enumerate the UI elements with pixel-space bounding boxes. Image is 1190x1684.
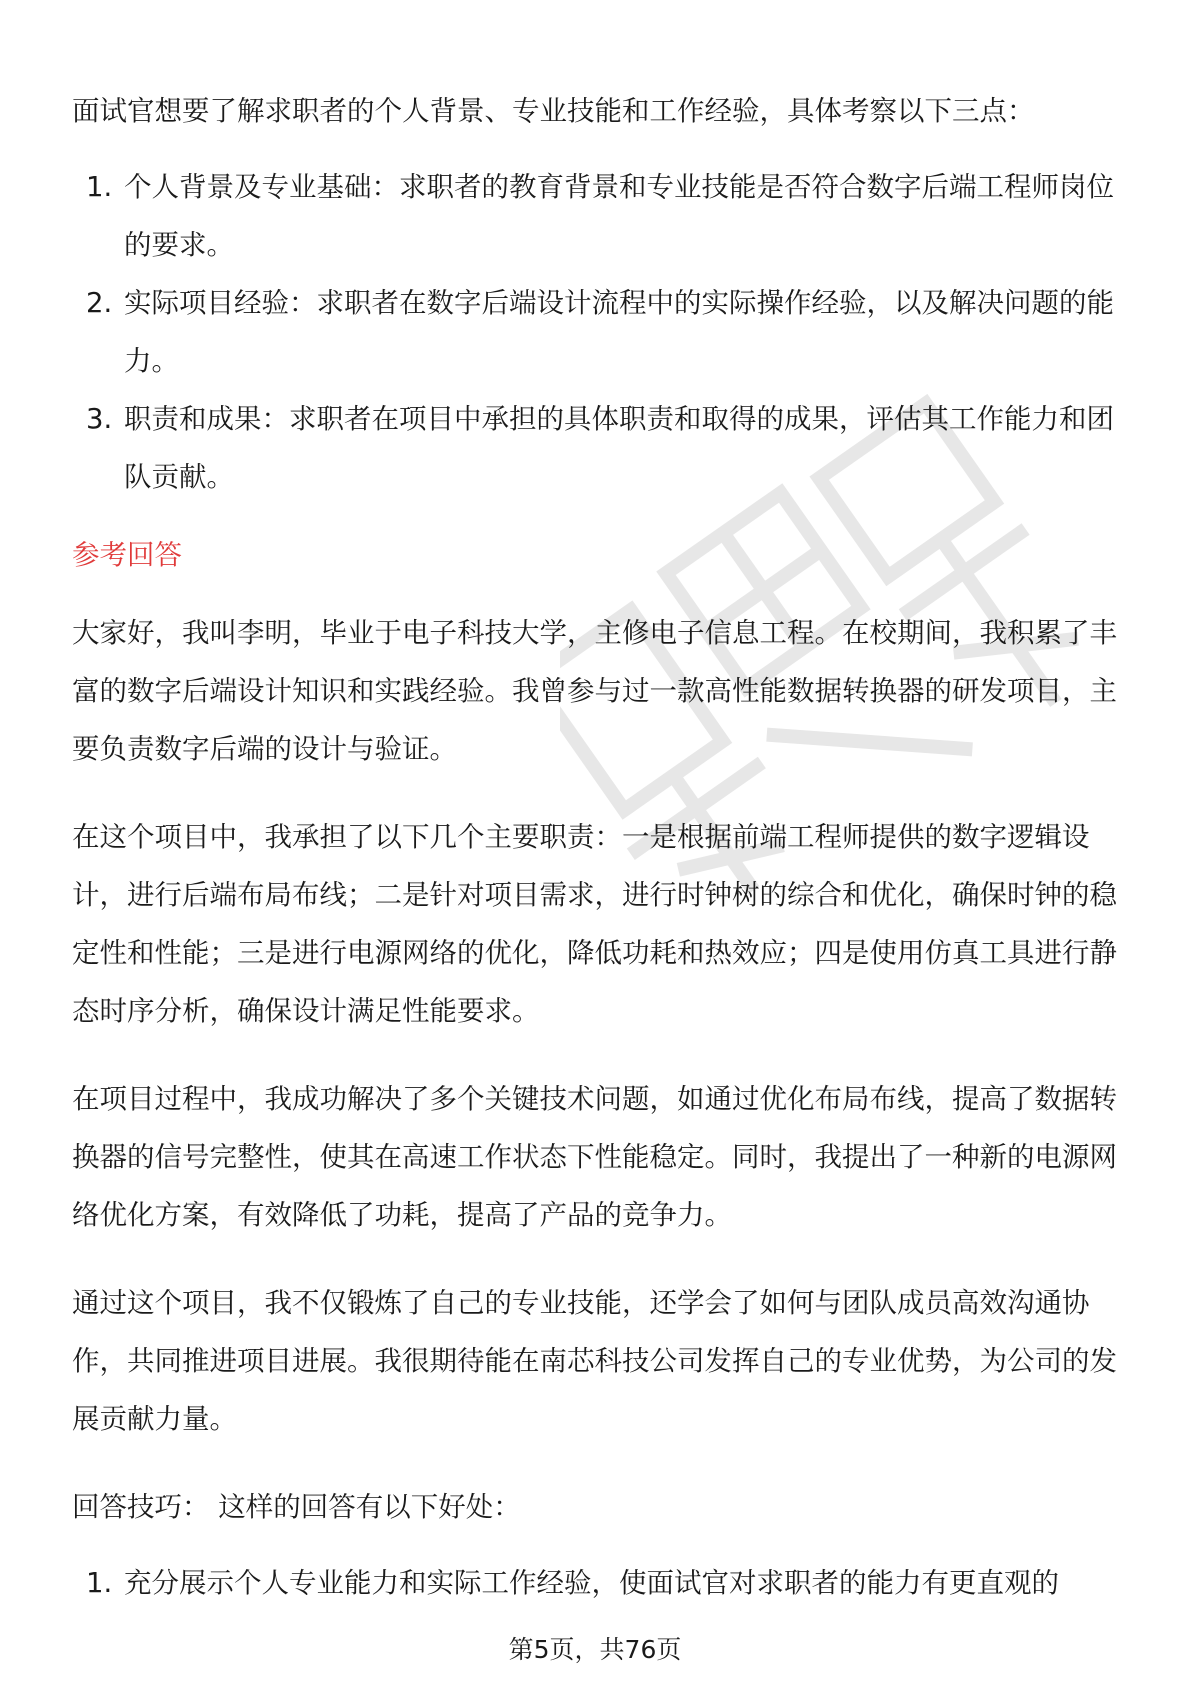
focus-points-list [72,158,1118,506]
list-item-number: 1. [86,1567,113,1599]
list-item-number: 3. [86,403,113,435]
tips-intro: 回答技巧： 这样的回答有以下好处： [72,1491,521,1523]
list-item [72,390,1118,506]
answer-paragraph: 通过这个项目，我不仅锻炼了自己的专业技能，还学会了如何与团队成员高效沟通协作，共同推进项目进展。我很期待能在南芯科技公司发挥自己的专业优势，为公司的发展贡献力量。 [72,1287,1117,1435]
reference-answer-heading: 参考回答 [72,539,182,571]
list-item [72,158,1118,274]
answer-paragraph: 在这个项目中，我承担了以下几个主要职责：一是根据前端工程师提供的数字逻辑设计，进行后端布局布线；二是针对项目需求，进行时钟树的综合和优化，确保时钟的稳定性和性能；三是进行电源网络的优化，降低功耗和热效应；四是使用仿真工具进行静态时序分析，确保设计满足性能要求。 [72,821,1117,1027]
page-content [72,82,1118,1612]
list-item-number: 1. [86,171,113,203]
answer-paragraph: 在项目过程中，我成功解决了多个关键技术问题，如通过优化布局布线，提高了数据转换器的信号完整性，使其在高速工作状态下性能稳定。同时，我提出了一种新的电源网络优化方案，有效降低了功耗，提高了产品的竞争力。 [72,1083,1117,1231]
list-item-text: 职责和成果：求职者在项目中承担的具体职责和取得的成果，评估其工作能力和团队贡献。 [124,403,1114,493]
page-footer: 第5页，共76页 [508,1635,682,1664]
list-item [72,1554,1118,1612]
answer-paragraph: 大家好，我叫李明，毕业于电子科技大学，主修电子信息工程。在校期间，我积累了丰富的数字后端设计知识和实践经验。我曾参与过一款高性能数据转换器的研发项目，主要负责数字后端的设计与验证。 [72,617,1117,765]
list-item-text: 充分展示个人专业能力和实际工作经验，使面试官对求职者的能力有更直观的 [124,1567,1059,1599]
list-item-text: 实际项目经验：求职者在数字后端设计流程中的实际操作经验，以及解决问题的能力。 [124,287,1114,377]
list-item-text: 个人背景及专业基础：求职者的教育背景和专业技能是否符合数字后端工程师岗位的要求。 [124,171,1114,261]
list-item [72,274,1118,390]
intro-text: 面试官想要了解求职者的个人背景、专业技能和工作经验，具体考察以下三点： [72,95,1035,127]
tips-list [72,1554,1118,1612]
list-item-number: 2. [86,287,113,319]
